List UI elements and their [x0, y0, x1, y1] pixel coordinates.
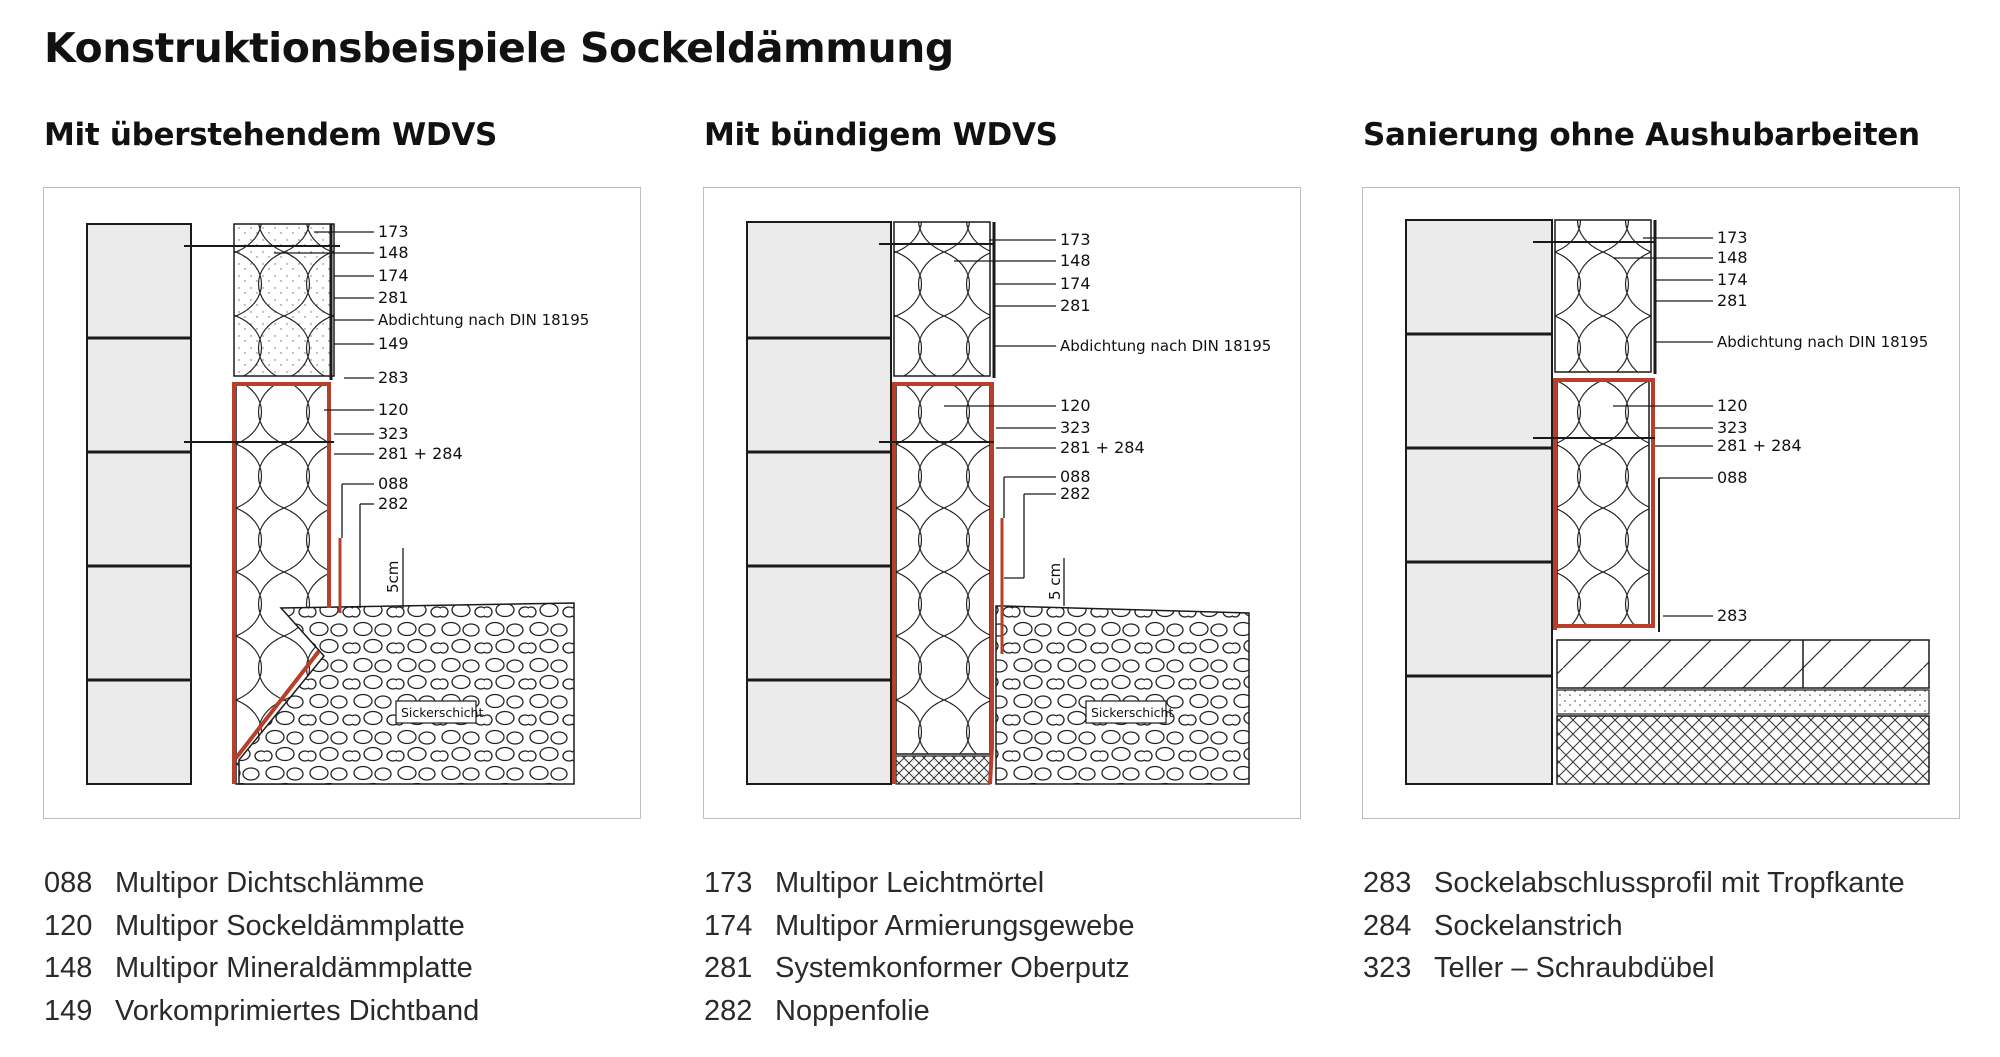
- label-149: 149: [378, 334, 409, 353]
- label-281-284: 281 + 284: [1060, 438, 1145, 457]
- legend-item: 173 Multipor Leichtmörtel: [704, 867, 1045, 899]
- label-173: 173: [378, 222, 409, 241]
- label-282: 282: [378, 494, 409, 513]
- label-abdichtung: Abdichtung nach DIN 18195: [1717, 333, 1929, 351]
- label-174: 174: [1060, 274, 1091, 293]
- label-088: 088: [1060, 467, 1091, 486]
- dimension-label: 5 cm: [1046, 562, 1064, 600]
- legend-item: 283 Sockelabschlussprofil mit Tropfkante: [1363, 867, 1905, 899]
- legend-item: 282 Noppenfolie: [704, 994, 930, 1027]
- label-282: 282: [1060, 484, 1091, 503]
- drain-layer-label: Sickerschicht: [401, 705, 484, 720]
- label-abdichtung: Abdichtung nach DIN 18195: [1060, 337, 1272, 355]
- label-323: 323: [1060, 418, 1091, 437]
- label-281: 281: [378, 288, 409, 307]
- label-174: 174: [1717, 270, 1748, 289]
- label-173: 173: [1060, 230, 1091, 249]
- label-abdichtung: Abdichtung nach DIN 18195: [378, 311, 590, 329]
- label-088: 088: [378, 474, 409, 493]
- detail-drawing-1: [43, 187, 641, 819]
- label-120: 120: [1717, 396, 1748, 415]
- legend-item: 281 Systemkonformer Oberputz: [704, 952, 1130, 984]
- label-174: 174: [378, 266, 409, 285]
- label-281: 281: [1717, 291, 1748, 310]
- label-088: 088: [1717, 468, 1748, 487]
- label-283: 283: [1717, 606, 1748, 625]
- label-323: 323: [1717, 418, 1748, 437]
- label-173: 173: [1717, 228, 1748, 247]
- section-title-1: Mit überstehendem WDVS: [44, 117, 498, 153]
- label-148: 148: [1717, 248, 1748, 267]
- detail-drawing-3: [1362, 187, 1960, 819]
- drain-layer-label: Sickerschicht: [1091, 705, 1174, 720]
- legend-1: [44, 862, 479, 1032]
- legend-item: 088 Multipor Dichtschlämme: [44, 867, 425, 899]
- legend-3: [1363, 862, 1905, 990]
- detail-drawing-2: [703, 187, 1301, 819]
- legend-item: 120 Multipor Sockeldämmplatte: [44, 909, 465, 942]
- label-120: 120: [378, 400, 409, 419]
- label-323: 323: [378, 424, 409, 443]
- legend-item: 284 Sockelanstrich: [1363, 909, 1623, 942]
- section-title-2: Mit bündigem WDVS: [704, 117, 1058, 153]
- legend-2: [704, 862, 1134, 1032]
- legend-item: 323 Teller – Schraubdübel: [1363, 952, 1715, 984]
- label-283: 283: [378, 368, 409, 387]
- label-281: 281: [1060, 296, 1091, 315]
- legend-item: 148 Multipor Mineraldämmplatte: [44, 952, 473, 984]
- label-120: 120: [1060, 396, 1091, 415]
- label-281-284: 281 + 284: [378, 444, 463, 463]
- dimension-label: 5cm: [384, 560, 402, 593]
- legend-item: 149 Vorkomprimiertes Dichtband: [44, 994, 480, 1027]
- legend-item: 174 Multipor Armierungsgewebe: [704, 909, 1135, 942]
- page-title: Konstruktionsbeispiele Sockeldämmung: [44, 24, 954, 72]
- label-148: 148: [1060, 251, 1091, 270]
- section-title-3: Sanierung ohne Aushubarbeiten: [1363, 117, 1920, 153]
- label-281-284: 281 + 284: [1717, 436, 1802, 455]
- label-148: 148: [378, 243, 409, 262]
